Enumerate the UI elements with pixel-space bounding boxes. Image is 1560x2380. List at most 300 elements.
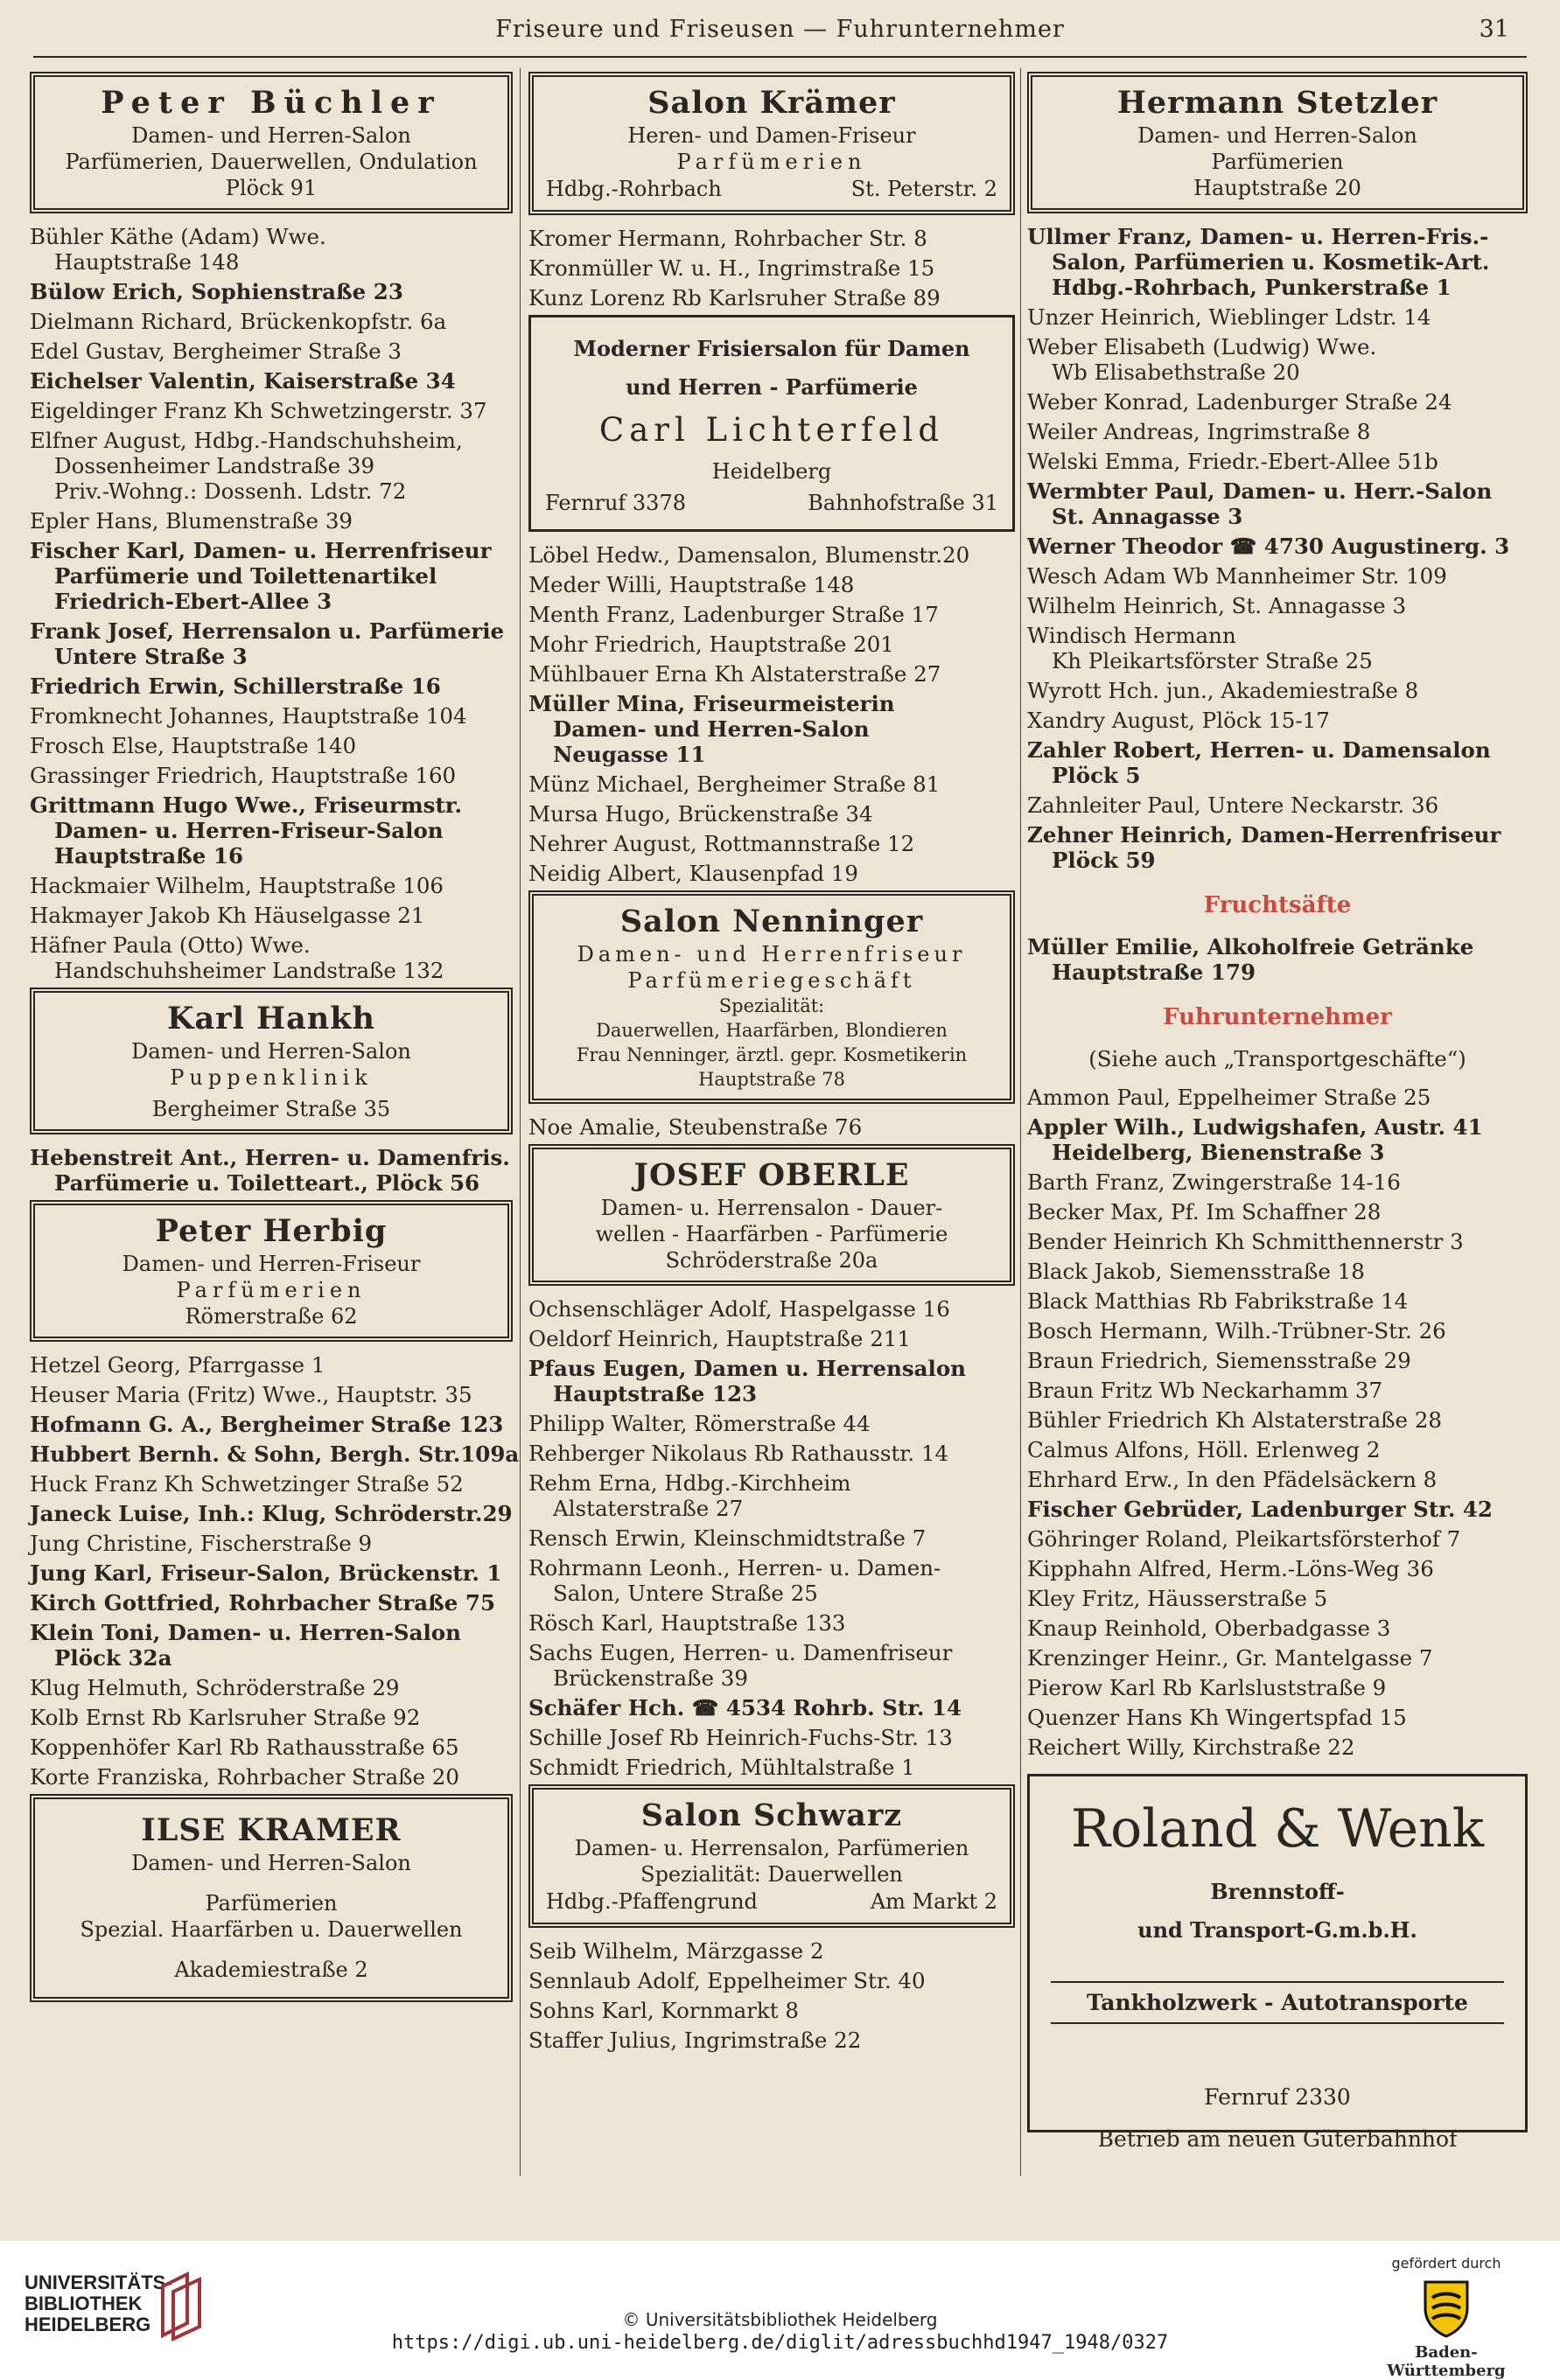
entry-name-line: Löbel Hedw., Damensalon, Blumenstr.20 [528,542,970,568]
entry-name-line: Sennlaub Adolf, Eppelheimer Str. 40 [528,1968,926,1993]
entry-continuation-line: Hdbg.-Rohrbach, Punkerstraße 1 [1052,275,1452,300]
directory-entry [30,1705,513,1730]
ad-ilse-kramer [30,1794,513,2002]
ad-line: Akademiestraße 2 [174,1958,368,1982]
entry-name-line: Wermbter Paul, Damen- u. Herr.-Salon [1027,478,1493,504]
directory-entry [528,542,1015,568]
directory-entry [1027,1645,1528,1671]
ad-name: Salon Nenninger [619,904,924,939]
entry-name-line: Kipphahn Alfred, Herm.-Löns-Weg 36 [1027,1556,1434,1581]
entry-name-line: Philipp Walter, Römerstraße 44 [528,1411,871,1436]
entry-name-line: Bühler Käthe (Adam) Wwe. [30,224,326,249]
entry-name-line: Weber Konrad, Ladenburger Straße 24 [1027,389,1452,415]
ad-line: Hauptstraße 78 [698,1069,845,1090]
entry-name-line: Zehner Heinrich, Damen-Herrenfriseur [1027,822,1501,848]
directory-list [30,1352,520,1790]
ad-line: Spezialität: [718,995,825,1016]
entry-continuation-line: Alstaterstraße 27 [553,1496,744,1521]
directory-entry [528,771,1015,797]
entry-name-line: Hakmayer Jakob Kh Häuselgasse 21 [30,903,425,928]
entry-name-line: Unzer Heinrich, Wieblinger Ldstr. 14 [1027,304,1431,330]
entry-name-line: Dielmann Richard, Brückenkopfstr. 6a [30,309,447,334]
entry-name-line: Quenzer Hans Kh Wingertspfad 15 [1027,1705,1407,1730]
directory-entry [30,368,513,394]
directory-entry [30,1145,513,1196]
entry-name-line: Meder Willi, Hauptstraße 148 [528,572,855,597]
ad-line: Parfümerien, Dauerwellen, Ondulation [65,150,478,174]
entry-name-line: Korte Franziska, Rohrbacher Straße 20 [30,1764,459,1790]
directory-entry [30,763,513,788]
entry-continuation-line: Parfümerie u. Toiletteart., Plöck 56 [54,1170,480,1196]
directory-entry [1027,1085,1528,1110]
directory-entry [528,1326,1015,1351]
directory-entry [528,572,1015,597]
directory-entry [1027,1114,1528,1165]
entry-name-line: Münz Michael, Bergheimer Straße 81 [528,771,941,797]
entry-name-line: Epler Hans, Blumenstraße 39 [30,508,353,534]
ad-address: Betrieb am neuen Güterbahnhof [1097,2126,1458,2152]
entry-name-line: Xandry August, Plöck 15-17 [1027,708,1330,733]
directory-entry [30,1441,520,1467]
directory-entry [1027,1169,1528,1195]
directory-entry [30,309,513,334]
entry-continuation-line: Handschuhsheimer Landstraße 132 [54,958,444,983]
ad-line: Puppenklinik [170,1065,373,1090]
ad-line: Damen- u. Herrensalon - Dauer- [600,1196,943,1220]
section-heading-fruchtsaefte: Fruchtsäfte [1203,892,1352,918]
entry-name-line: Staffer Julius, Ingrimstraße 22 [528,2028,862,2053]
ad-name: JOSEF OBERLE [633,1157,910,1193]
directory-entry [30,733,513,758]
entry-continuation-line: Hauptstraße 179 [1052,960,1256,985]
entry-name-line: Menth Franz, Ladenburger Straße 17 [528,602,939,627]
library-name-line: HEIDELBERG [24,2314,151,2335]
ad-name: Salon Krämer [647,85,896,121]
entry-name-line: Janeck Luise, Inh.: Klug, Schröderstr.29 [30,1501,513,1526]
ad-footer-row [540,489,1004,517]
ad-line: Damen- und Herren-Salon [131,1851,411,1875]
entry-name-line: Fischer Karl, Damen- u. Herrenfriseur [30,538,492,563]
entry-name-line: Kley Fritz, Häusserstraße 5 [1027,1586,1328,1611]
directory-entry [30,932,513,983]
ad-salon-schwarz [528,1784,1015,1928]
column-divider [1020,68,1021,2176]
entry-name-line: Jung Karl, Friseur-Salon, Brückenstr. 1 [30,1560,502,1586]
directory-entry [1027,334,1528,385]
directory-entry [1027,449,1528,474]
ad-line: Damen- und Herrenfriseur [577,942,967,967]
entry-name-line: Frosch Else, Hauptstraße 140 [30,733,357,758]
directory-entry [30,339,513,364]
entry-name-line: Welski Emma, Friedr.-Ebert-Allee 51b [1027,449,1438,474]
directory-entry [528,1441,1015,1466]
directory-entry [1027,1705,1528,1730]
directory-list [30,224,513,983]
entry-continuation-line: Damen- u. Herren-Friseur-Salon [54,818,444,843]
entry-name-line: Heuser Maria (Fritz) Wwe., Hauptstr. 35 [30,1382,472,1407]
ad-josef-oberle [528,1144,1015,1286]
directory-entry [528,226,1015,251]
entry-name-line: Häfner Paula (Otto) Wwe. [30,932,311,958]
ad-location: Hdbg.-Rohrbach [546,177,722,201]
ad-name: Roland & Wenk [1070,1798,1485,1860]
directory-entry [1027,1586,1528,1611]
entry-continuation-line: Kh Pleikartsförster Straße 25 [1052,648,1373,674]
entry-continuation-line: Hauptstraße 148 [54,249,240,275]
entry-name-line: Schäfer Hch. ☎ 4534 Rohrb. Str. 14 [528,1695,962,1720]
ad-name: Karl Hankh [167,1001,375,1036]
entry-name-line: Rohrmann Leonh., Herren- u. Damen- [528,1555,941,1581]
directory-entry [528,1998,1015,2023]
entry-name-line: Neidig Albert, Klausenpfad 19 [528,861,858,886]
directory-entry [30,1620,513,1671]
directory-entry [528,255,1015,281]
entry-name-line: Becker Max, Pf. Im Schaffner 28 [1027,1199,1382,1225]
entry-name-line: Bender Heinrich Kh Schmitthennerstr 3 [1027,1229,1464,1254]
entry-name-line: Zahnleiter Paul, Untere Neckarstr. 36 [1027,792,1439,818]
entry-name-line: Wesch Adam Wb Mannheimer Str. 109 [1027,563,1447,589]
entry-continuation-line: Damen- und Herren-Salon [553,716,870,742]
directory-entry [528,801,1015,827]
entry-name-line: Rehm Erna, Hdbg.-Kirchheim [528,1470,851,1496]
directory-entry [30,1531,513,1556]
directory-entry [1027,563,1528,589]
directory-entry [1027,822,1528,873]
viewer-footer [0,2241,1560,2380]
entry-name-line: Appler Wilh., Ludwigshafen, Austr. 41 [1027,1114,1483,1140]
entry-name-line: Sohns Karl, Kornmarkt 8 [528,1998,799,2023]
directory-entry [528,1695,1015,1720]
directory-entry [528,691,1015,767]
entry-name-line: Eichelser Valentin, Kaiserstraße 34 [30,368,456,394]
directory-entry [30,792,513,869]
directory-entry [1027,623,1528,674]
directory-list [1027,1085,1528,1760]
directory-entry [30,618,513,669]
ad-line: Parfümerien [676,150,867,174]
directory-entry [1027,1675,1528,1700]
ad-line: Parfümeriegeschäft [627,968,916,993]
ad-city: Heidelberg [711,459,832,484]
entry-name-line: Hofmann G. A., Bergheimer Straße 123 [30,1412,504,1437]
directory-entry [1027,1407,1528,1433]
entry-name-line: Schille Josef Rb Heinrich-Fuchs-Str. 13 [528,1725,953,1750]
directory-entry [30,538,513,614]
directory-list [1027,934,1528,985]
permalink[interactable]: https://digi.ub.uni-heidelberg.de/diglit/adressbuchhd1947_1948/0327 [391,2332,1169,2354]
entry-name-line: Reichert Willy, Kirchstraße 22 [1027,1734,1355,1760]
entry-continuation-line: St. Annagasse 3 [1052,504,1243,529]
ad-line: Bergheimer Straße 35 [151,1097,391,1121]
directory-entry [1027,1497,1528,1522]
ad-line: wellen - Haarfärben - Parfümerie [595,1222,948,1246]
ad-line: und Transport-G.m.b.H. [1137,1917,1417,1943]
entry-continuation-line: Wb Elisabethstraße 20 [1052,359,1300,385]
directory-entry [528,1296,1015,1322]
entry-name-line: Braun Fritz Wb Neckarhamm 37 [1027,1378,1383,1403]
entry-continuation-line: Friedrich-Ebert-Allee 3 [54,589,332,614]
directory-entry [30,674,513,699]
entry-name-line: Seib Wilhelm, Märzgasse 2 [528,1938,824,1964]
ad-roland-wenk [1027,1774,1528,2152]
ad-carl-lichterfeld [528,315,1015,532]
directory-entry [528,285,1015,311]
directory-list [528,226,1015,311]
ad-address: St. Peterstr. 2 [850,177,997,201]
entry-continuation-line: Neugasse 11 [553,742,706,767]
directory-entry [528,1610,1015,1636]
ad-address: Am Markt 2 [870,1889,997,1914]
entry-name-line: Rehberger Nikolaus Rb Rathausstr. 14 [528,1441,949,1466]
directory-entry [1027,224,1528,300]
directory-entry [1027,1229,1528,1254]
ad-phone: Fernruf 3378 [545,491,686,515]
directory-entry [528,2028,1015,2053]
entry-name-line: Hebenstreit Ant., Herren- u. Damenfris. [30,1145,510,1170]
entry-name-line: Barth Franz, Zwingerstraße 14-16 [1027,1169,1401,1195]
copyright-notice: © Universitätsbibliothek Heidelberg [622,2309,938,2330]
ad-line: Hauptstraße 20 [1193,176,1361,200]
directory-entry [1027,737,1528,788]
entry-name-line: Grittmann Hugo Wwe., Friseurmstr. [30,792,462,818]
ad-karl-hankh [30,988,513,1134]
entry-name-line: Fischer Gebrüder, Ladenburger Str. 42 [1027,1497,1493,1522]
entry-name-line: Klug Helmuth, Schröderstraße 29 [30,1675,400,1700]
ad-footer-row [541,175,1003,203]
entry-continuation-line: Hauptstraße 16 [54,843,244,869]
ad-line: Heren- und Damen-Friseur [627,123,916,148]
entry-continuation-line: Priv.-Wohng.: Dossenh. Ldstr. 72 [54,478,407,504]
directory-entry [528,1470,1015,1521]
directory-entry [30,703,513,729]
entry-name-line: Rösch Karl, Hauptstraße 133 [528,1610,846,1636]
directory-entry [30,1382,513,1407]
ad-hermann-stetzler [1027,72,1528,213]
page-title: Friseure und Friseusen — Fuhrunternehmer [495,16,1065,43]
directory-entry [1027,419,1528,444]
state-crest-icon [1420,2277,1473,2338]
column-2 [528,68,1015,2057]
entry-name-line: Hackmaier Wilhelm, Hauptstraße 106 [30,873,444,898]
running-head [0,16,1560,51]
directory-entry [1027,1378,1528,1403]
entry-name-line: Ehrhard Erw., In den Pfädelsäckern 8 [1027,1467,1438,1492]
ad-name: Peter Büchler [101,85,442,121]
entry-continuation-line: Plöck 5 [1052,763,1141,788]
ad-line: Brennstoff- [1210,1879,1345,1904]
ad-line: Moderner Frisiersalon für Damen [573,336,970,361]
entry-name-line: Sachs Eugen, Herren- u. Damenfriseur [528,1640,953,1665]
directory-entry [1027,792,1528,818]
directory-entry [1027,1288,1528,1314]
entry-name-line: Edel Gustav, Bergheimer Straße 3 [30,339,402,364]
library-name-line: BIBLIOTHEK [24,2293,143,2314]
entry-name-line: Ullmer Franz, Damen- u. Herren-Fris.- [1027,224,1489,249]
entry-name-line: Grassinger Friedrich, Hauptstraße 160 [30,763,457,788]
directory-entry [1027,478,1528,529]
directory-entry [30,224,513,275]
see-also-note: (Siehe auch „Transportgeschäfte“) [1088,1046,1466,1071]
entry-continuation-line: Plöck 59 [1052,848,1156,873]
entry-name-line: Kromer Hermann, Rohrbacher Str. 8 [528,226,927,251]
directory-entry [1027,1467,1528,1492]
entry-name-line: Bühler Friedrich Kh Alstaterstraße 28 [1027,1407,1443,1433]
entry-name-line: Noe Amalie, Steubenstraße 76 [528,1114,863,1140]
sponsor-block [1359,2255,1534,2380]
column-3 [1027,68,1528,2152]
directory-list [528,1296,1015,1780]
entry-name-line: Müller Emilie, Alkoholfreie Getränke [1027,934,1474,960]
ad-name: Carl Lichterfeld [598,411,945,449]
directory-entry [30,1560,513,1586]
ad-line: Spezial. Haarfärben u. Dauerwellen [80,1917,463,1942]
header-rule [33,56,1527,58]
ad-line: Damen- und Herren-Friseur [122,1252,421,1276]
library-name-line: UNIVERSITÄTS- [24,2272,172,2293]
ad-peter-herbig [30,1200,513,1342]
ad-line: Plöck 91 [225,176,318,200]
ad-line: Parfümerien [1211,150,1344,174]
directory-entry [30,1352,513,1378]
directory-entry [528,1725,1015,1750]
ad-address: Bahnhofstraße 31 [808,491,998,515]
entry-name-line: Weiler Andreas, Ingrimstraße 8 [1027,419,1371,444]
directory-entry [30,1501,513,1526]
directory-entry [30,1764,513,1790]
directory-entry [528,1356,1015,1406]
directory-list [1027,224,1528,873]
directory-entry [1027,1199,1528,1225]
entry-name-line: Wyrott Hch. jun., Akademiestraße 8 [1027,678,1419,703]
entry-name-line: Fromknecht Johannes, Hauptstraße 104 [30,703,467,729]
entry-continuation-line: Dossenheimer Landstraße 39 [54,453,375,478]
entry-name-line: Friedrich Erwin, Schillerstraße 16 [30,674,441,699]
entry-name-line: Calmus Alfons, Höll. Erlenweg 2 [1027,1437,1381,1462]
entry-name-line: Ochsenschläger Adolf, Haspelgasse 16 [528,1296,950,1322]
entry-name-line: Elfner August, Hdbg.-Handschuhsheim, [30,428,463,453]
entry-name-line: Knaup Reinhold, Oberbadgasse 3 [1027,1616,1391,1641]
directory-entry [528,831,1015,856]
directory-entry [1027,1259,1528,1284]
ad-line: Dauerwellen, Haarfärben, Blondieren [596,1020,948,1041]
entry-name-line: Eigeldinger Franz Kh Schwetzingerstr. 37 [30,398,487,423]
directory-list [528,1114,1015,1140]
entry-name-line: Kolb Ernst Rb Karlsruher Straße 92 [30,1705,421,1730]
entry-name-line: Huck Franz Kh Schwetzinger Straße 52 [30,1471,464,1497]
directory-entry [30,508,513,534]
ad-peter-buechler [30,72,513,213]
column-divider [520,68,521,2176]
entry-continuation-line: Salon, Untere Straße 25 [553,1581,818,1606]
directory-entry [1027,1556,1528,1581]
entry-name-line: Schmidt Friedrich, Mühltalstraße 1 [528,1755,915,1780]
ad-name: Peter Herbig [155,1213,388,1249]
directory-entry [528,602,1015,627]
page-number: 31 [1479,16,1509,43]
entry-name-line: Black Matthias Rb Fabrikstraße 14 [1027,1288,1409,1314]
entry-continuation-line: Brückenstraße 39 [553,1665,748,1691]
entry-name-line: Weber Elisabeth (Ludwig) Wwe. [1027,334,1377,359]
ad-line: Parfümerien [176,1278,367,1302]
entry-name-line: Mühlbauer Erna Kh Alstaterstraße 27 [528,661,941,687]
column-1 [30,68,520,2013]
entry-name-line: Kirch Gottfried, Rohrbacher Straße 75 [30,1590,496,1616]
directory-entry [30,1412,513,1437]
ad-salon-kraemer [528,72,1015,215]
entry-name-line: Wilhelm Heinrich, St. Annagasse 3 [1027,593,1407,618]
sponsor-name: Baden-Württemberg [1387,2343,1506,2380]
entry-name-line: Frank Josef, Herrensalon u. Parfümerie [30,618,505,644]
ad-tagline: Tankholzwerk - Autotransporte [1051,1981,1504,2024]
directory-entry [30,903,513,928]
directory-entry [1027,1526,1528,1552]
entry-name-line: Nehrer August, Rottmannstraße 12 [528,831,915,856]
directory-entry [30,1675,513,1700]
directory-entry [1027,934,1528,985]
directory-entry [528,1968,1015,1993]
entry-name-line: Göhringer Roland, Pleikartsförsterhof 7 [1027,1526,1461,1552]
ad-line: Römerstraße 62 [185,1304,358,1329]
entry-name-line: Kronmüller W. u. H., Ingrimstraße 15 [528,255,935,281]
directory-entry [528,661,1015,687]
entry-name-line: Müller Mina, Friseurmeisterin [528,691,895,716]
directory-entry [30,1471,513,1497]
entry-name-line: Rensch Erwin, Kleinschmidtstraße 7 [528,1525,927,1551]
entry-name-line: Hubbert Bernh. & Sohn, Bergh. Str.109a [30,1441,520,1467]
entry-continuation-line: Hauptstraße 123 [553,1381,758,1406]
directory-entry [528,1555,1015,1606]
entry-name-line: Zahler Robert, Herren- u. Damensalon [1027,737,1491,763]
entry-continuation-line: Parfümerie und Toilettenartikel [54,563,437,589]
ad-name: Hermann Stetzler [1116,85,1438,121]
directory-entry [528,632,1015,657]
directory-entry [1027,304,1528,330]
entry-name-line: Koppenhöfer Karl Rb Rathausstraße 65 [30,1734,459,1760]
directory-entry [528,1411,1015,1436]
section-heading-fuhrunternehmer: Fuhrunternehmer [1163,1004,1392,1030]
directory-entry [528,1938,1015,1964]
ad-name: ILSE KRAMER [141,1812,402,1848]
entry-name-line: Ammon Paul, Eppelheimer Straße 25 [1027,1085,1431,1110]
directory-entry [30,1590,513,1616]
entry-continuation-line: Plöck 32a [54,1645,172,1671]
directory-list [528,542,1015,886]
entry-name-line: Braun Friedrich, Siemensstraße 29 [1027,1348,1411,1373]
ad-location: Hdbg.-Pfaffengrund [546,1889,758,1914]
entry-name-line: Windisch Hermann [1027,623,1236,648]
directory-entry [1027,1348,1528,1373]
entry-name-line: Hetzel Georg, Pfarrgasse 1 [30,1352,325,1378]
directory-list [528,1938,1015,2053]
entry-name-line: Werner Theodor ☎ 4730 Augustinerg. 3 [1027,534,1510,559]
ad-line: Damen- und Herren-Salon [1137,123,1417,148]
directory-entry [1027,389,1528,415]
entry-continuation-line: Untere Straße 3 [54,644,248,669]
entry-continuation-line: Salon, Parfümerien u. Kosmetik-Art. [1052,249,1490,275]
ad-phone: Fernruf 2330 [1204,2084,1351,2110]
directory-entry [528,1640,1015,1691]
directory-entry [30,1734,513,1760]
directory-entry [1027,1437,1528,1462]
directory-entry [1027,678,1528,703]
directory-entry [528,1755,1015,1780]
entry-name-line: Klein Toni, Damen- u. Herren-Salon [30,1620,461,1645]
entry-continuation-line: Heidelberg, Bienenstraße 3 [1052,1140,1385,1165]
ad-line: Spezialität: Dauerwellen [640,1862,903,1887]
directory-entry [528,1114,1015,1140]
directory-entry [1027,1616,1528,1641]
ad-name: Salon Schwarz [640,1797,903,1833]
